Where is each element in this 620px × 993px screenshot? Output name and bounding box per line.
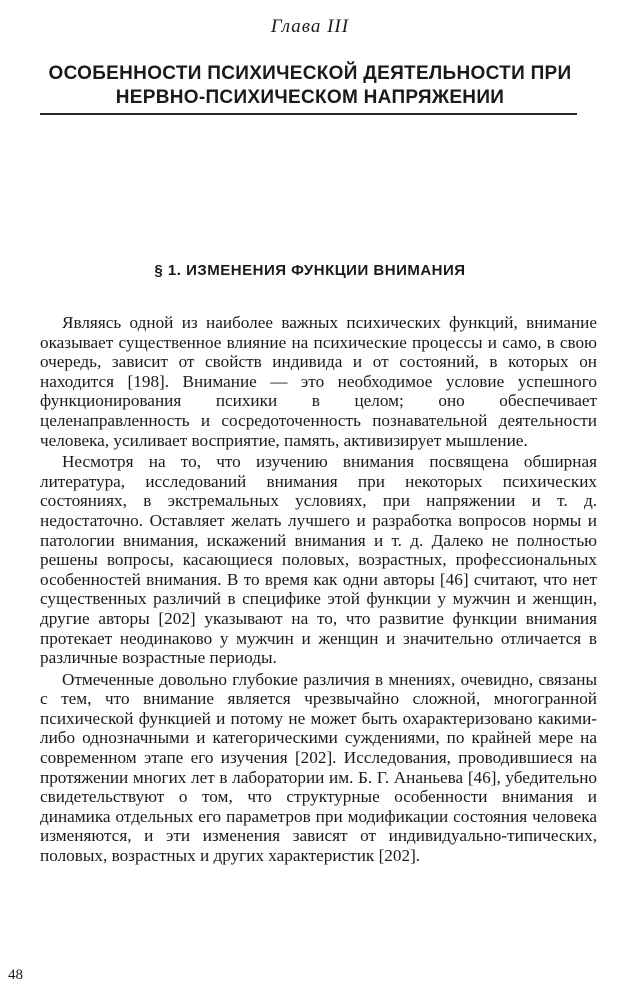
body-text [40,313,597,868]
paragraph-2: Несмотря на то, что изучению внимания посвящена обширная литература, исследований внимания при некоторых психических состояниях, в экстремальных условиях, при напряжении и т. д. недостаточно. Оставляет желать лучшего и разработка вопросов нормы и патологии внимания, искажений внимания и т. д. Далеко не полностью решены вопросы, касающиеся половых, возрастных, профессиональных особенностей внимания. В то время как одни авторы [46] считают, что нет существенных различий в специфике этой функции у мужчин и женщин, другие авторы [202] указывают на то, что развитие функции внимания протекает неодинаково у мужчин и женщин и значительно отличается в различные возрастные периоды. [40,452,597,668]
paragraph-3: Отмеченные довольно глубокие различия в мнениях, очевидно, связаны с тем, что внимание является чрезвычайно сложной, многогранной психической функцией и потому не может быть охарактеризовано какими-либо однозначными и категорическими суждениями, по крайней мере на современном этапе его изучения [202]. Исследования, проводившиеся на протяжении многих лет в лаборатории им. Б. Г. Ананьева [46], убедительно свидетельствуют о том, что структурные особенности внимания и динамика отдельных его параметров при модификации состояния человека изменяются, и эти изменения зависят от индивидуально-типических, половых, возрастных и других характеристик [202]. [40,669,597,866]
page-number: 48 [8,967,23,983]
section-heading: § 1. ИЗМЕНЕНИЯ ФУНКЦИИ ВНИМАНИЯ [154,262,466,279]
chapter-label: Глава III [270,16,350,37]
paragraph-1: Являясь одной из наиболее важных психических функций, внимание оказывает существенное влияние на психические процессы и само, в свою очередь, зависит от свойств индивида и от состояний, в которых он находится [198]. Внимание — это необходимое условие успешного функционирования психики в целом; оно обеспечивает целенаправленность и сосредоточенность познавательной деятельности человека, усиливает восприятие, память, активизирует мышление. [40,313,597,450]
chapter-title: ОСОБЕННОСТИ ПСИХИЧЕСКОЙ ДЕЯТЕЛЬНОСТИ ПРИ НЕРВНО-ПСИХИЧЕСКОМ НАПРЯЖЕНИИ [48,63,572,108]
title-divider [40,113,577,115]
